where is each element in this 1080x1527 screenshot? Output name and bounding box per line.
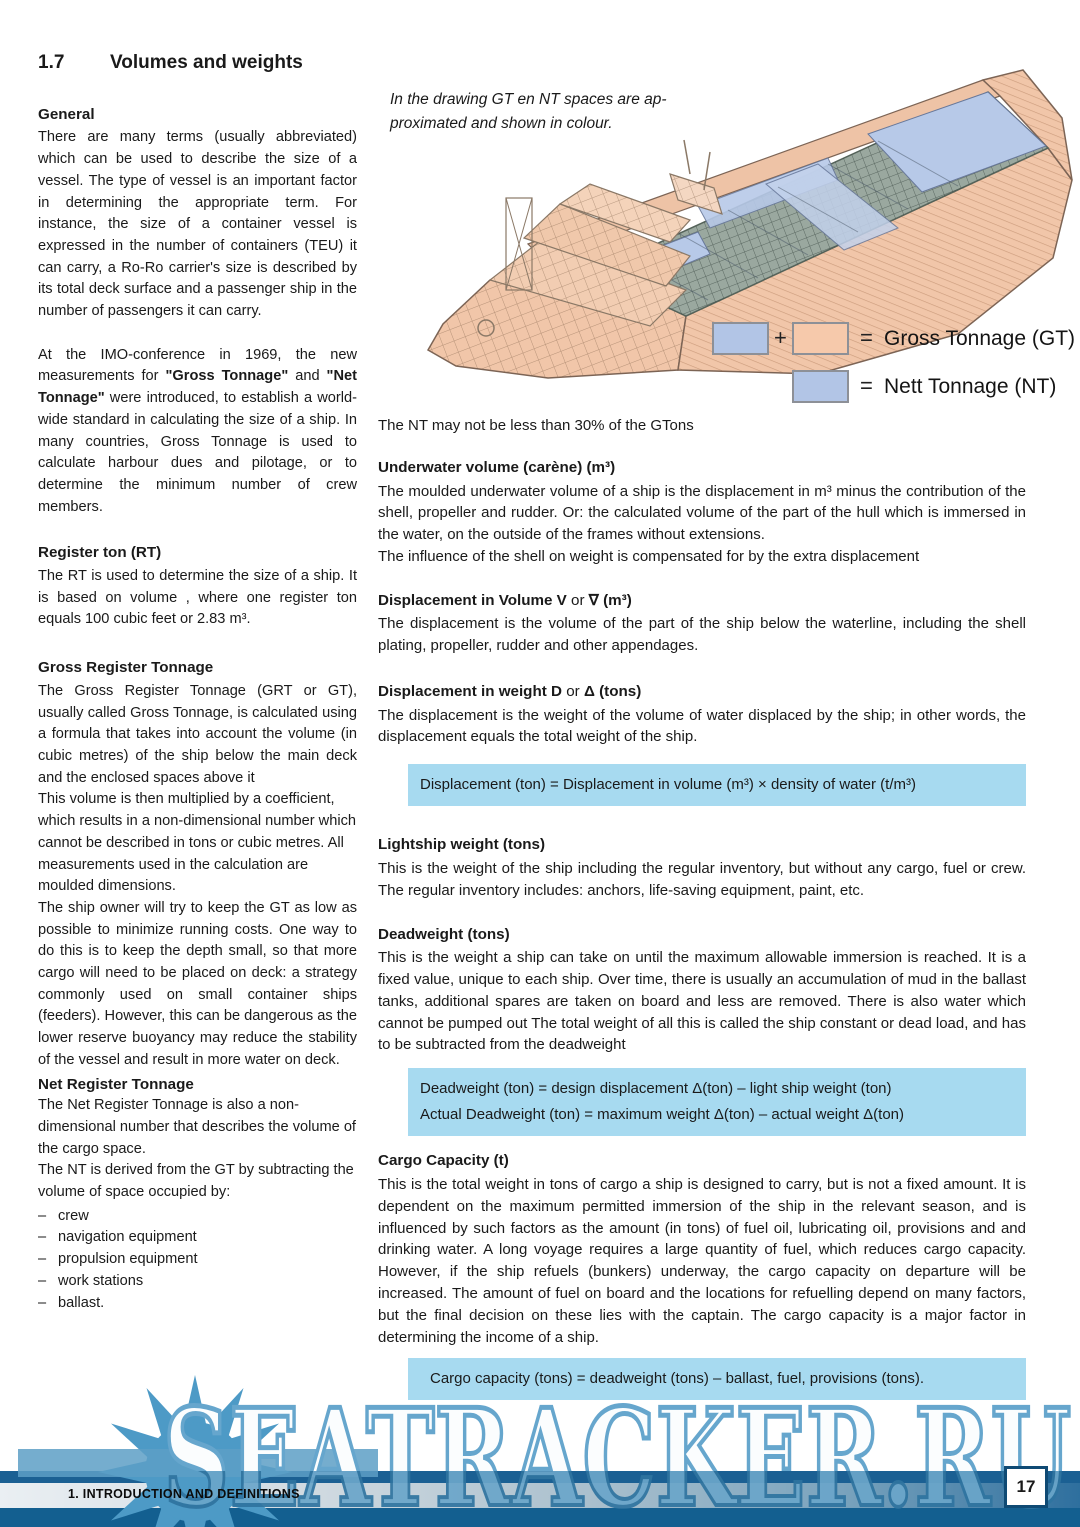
list-item-label: propulsion equipment (58, 1251, 198, 1268)
imo-text-mid: and (288, 368, 327, 385)
formula-deadweight-line1: Deadweight (ton) = design displacement Δ(ton) – light ship weight (ton) (420, 1080, 892, 1098)
heading-displacement-volume-bold: Displacement in Volume V (378, 591, 567, 609)
paragraph-grt-2: This volume is then multiplied by a coefficient, which results in a non-dimensional number which cannot be described in tons or cubic metres. All measurements used in the calculation are moulded dimensions. (38, 791, 356, 895)
paragraph-nrt-1: The Net Register Tonnage is also a non-dimensional number that describes the volume of the cargo space. (38, 1097, 356, 1157)
paragraph-underwater-1: The moulded underwater volume of a ship is the displacement in m³ minus the contribution of the shell, propeller and rudder. Or: the calculated volume of the part of the hull which is immersed in the water, on the outside of the frames without extensions. (378, 482, 1026, 544)
list-item-label: navigation equipment (58, 1229, 197, 1246)
heading-general: General (38, 105, 95, 123)
paragraph-lightship: This is the weight of the ship including the regular inventory, but without any cargo, fuel or crew. The regular inventory includes: anchors, life-saving equipment, paint, etc. (378, 859, 1026, 899)
ship-figure (398, 28, 1080, 420)
legend-plus-sign: + (774, 325, 787, 350)
list-item (38, 1271, 357, 1293)
heading-displacement-weight-bold: Displacement in weight D (378, 682, 562, 700)
legend-label-nett-tonnage: Nett Tonnage (NT) (884, 375, 1057, 398)
paragraph-grt-3: The ship owner will try to keep the GT as low as possible to minimize running costs. One way to do this is to keep the depth small, so that more cargo will need to be placed on deck: a strategy commonly used on small container ships (feeders). However, this can be dangerous as the lower reserve buoyancy may reduce the stability of the vessel and result in more water on deck. (38, 899, 357, 1068)
imo-text-post: were introduced, to establish a world-wide standard in calculating the size of a ship. In many countries, Gross Tonnage is used to calculate harbour dues and pilotage, or to determine the minimum number of crew members. (38, 390, 357, 515)
list-item-label: ballast. (58, 1294, 105, 1311)
formula-box-displacement: Displacement (ton) = Displacement in volume (m³) × density of water (t/m³) (408, 764, 1026, 806)
heading-displacement-volume (378, 590, 1026, 612)
paragraph-imo (38, 345, 357, 519)
heading-or-text: or (561, 682, 584, 700)
figure-caption-line1: In the drawing GT en NT spaces are ap- (390, 91, 667, 108)
legend-equals-sign-2: = (860, 373, 873, 398)
formula-deadweight-line2: Actual Deadweight (ton) = maximum weight Δ(ton) – actual weight Δ(ton) (420, 1106, 904, 1124)
list-dash: – (38, 1251, 47, 1268)
list-dash: – (38, 1294, 47, 1311)
figure-caption-line2: proximated and shown in colour. (390, 115, 613, 132)
heading-lightship-weight: Lightship weight (tons) (378, 836, 546, 854)
imo-net-tonnage-bold: "Net Tonnage" (38, 368, 357, 407)
imo-gross-tonnage-bold: "Gross Tonnage" (165, 368, 289, 385)
imo-text-pre: At the IMO-conference in 1969, the new measurements for (38, 346, 357, 385)
legend-equals-sign: = (860, 325, 873, 350)
legend-swatch-nt-blue-2 (792, 370, 849, 403)
figure-caption (390, 88, 720, 136)
list-dash: – (38, 1207, 47, 1224)
seatracker-watermark (0, 1375, 1080, 1527)
heading-underwater-volume: Underwater volume (carène) (m³) (378, 458, 616, 476)
nt-deduction-list (38, 1206, 357, 1315)
section-title-text: Volumes and weights (110, 52, 303, 73)
list-dash: – (38, 1229, 47, 1246)
paragraph-displacement-volume: The displacement is the volume of the part of the ship below the waterline, including the shell plating, propeller, rudder and other appendages. (378, 615, 1026, 655)
page-number: 17 (1016, 1477, 1036, 1496)
footer-chapter-title: 1. INTRODUCTION AND DEFINITIONS (68, 1487, 300, 1501)
heading-cargo-capacity: Cargo Capacity (t) (378, 1152, 509, 1170)
list-item (38, 1227, 357, 1249)
right-column (378, 415, 1026, 1400)
paragraph-grt-1: The Gross Register Tonnage (GRT or GT), usually called Gross Tonnage, is calculated using a formula that takes into account the volume (in cubic metres) of the ship below the main deck and the enclosed spaces above it (38, 682, 357, 786)
left-column (38, 52, 357, 1314)
ship-cutaway-drawing (398, 28, 1080, 420)
nt-note: The NT may not be less than 30% of the GTons (378, 417, 694, 434)
paragraph-deadweight: This is the weight a ship can take on until the maximum allowable immersion is reached. It is a fixed value, unique to each ship. Over time, there is usually an accumulation of mud in the ballast tanks, additional spares are taken on board and less are removed. There is also water which cannot be pumped out The total weight of all this is called the ship constant or dead load, and has to be subtracted from the deadweight (378, 949, 1026, 1054)
list-item (38, 1206, 357, 1228)
list-item-label: work stations (58, 1272, 144, 1289)
legend-label-gross-tonnage: Gross Tonnage (GT) (884, 327, 1076, 350)
paragraph-register-ton: The RT is used to determine the size of a ship. It is based on volume , where one register ton equals 100 cubic feet or 2.83 m³. (38, 568, 357, 628)
paragraph-underwater-2: The influence of the shell on weight is compensated for by the extra displacement (378, 547, 920, 565)
legend-swatch-gt-peach (792, 322, 849, 355)
heading-deadweight: Deadweight (tons) (378, 925, 510, 943)
heading-nabla-symbol: ∇ (m³) (588, 591, 632, 609)
heading-delta-symbol: Δ (tons) (583, 682, 642, 700)
paragraph-cargo-capacity: This is the total weight in tons of cargo a ship is designed to carry, but is not a fixed amount. It is dependent on the maximum permitted immersion of the ship in the relevant season, and is influenced by such factors as the amount (in tons) of fuel oil, lubricating oil, provisions and and drinking water. A long voyage requires a large quantity of fuel, which reduces cargo capacity. However, if the ship refuels (bunkers) underway, the cargo capacity on departure will be increased. The amount of fuel on board and the locations for refuelling depend on many factors, but the final decision on these lies with the captain. The cargo capacity is a major factor in determining the income of a ship. (378, 1175, 1026, 1346)
formula-box-deadweight (408, 1068, 1026, 1136)
heading-net-register-tonnage: Net Register Tonnage (38, 1075, 194, 1093)
list-item (38, 1249, 357, 1271)
legend-swatch-nt-blue (712, 322, 769, 355)
list-dash: – (38, 1272, 47, 1289)
list-item (38, 1293, 357, 1315)
section-number: 1.7 (38, 52, 65, 73)
section-title (38, 52, 357, 74)
paragraph-general: There are many terms (usually abbreviated) which can be used to describe the size of a vessel. The type of vessel is an important factor in determining the appropriate term. For instance, the size of a container vessel is expressed in the number of containers (TEU) it can carry, a Ro-Ro carrier's size is described by its total deck surface and a passenger ship in the number of passengers it can carry. (38, 129, 357, 320)
heading-register-ton: Register ton (RT) (38, 544, 162, 562)
page-number-box (1004, 1466, 1048, 1508)
paragraph-nrt-2: The NT is derived from the GT by subtracting the volume of space occupied by: (38, 1162, 354, 1201)
heading-or-text: or (566, 591, 589, 609)
paragraph-displacement-weight: The displacement is the weight of the volume of water displaced by the ship; in other words, the displacement equals the total weight of the ship. (378, 706, 1026, 746)
list-item-label: crew (58, 1207, 89, 1224)
heading-displacement-weight (378, 681, 1026, 703)
heading-gross-register-tonnage: Gross Register Tonnage (38, 659, 214, 677)
